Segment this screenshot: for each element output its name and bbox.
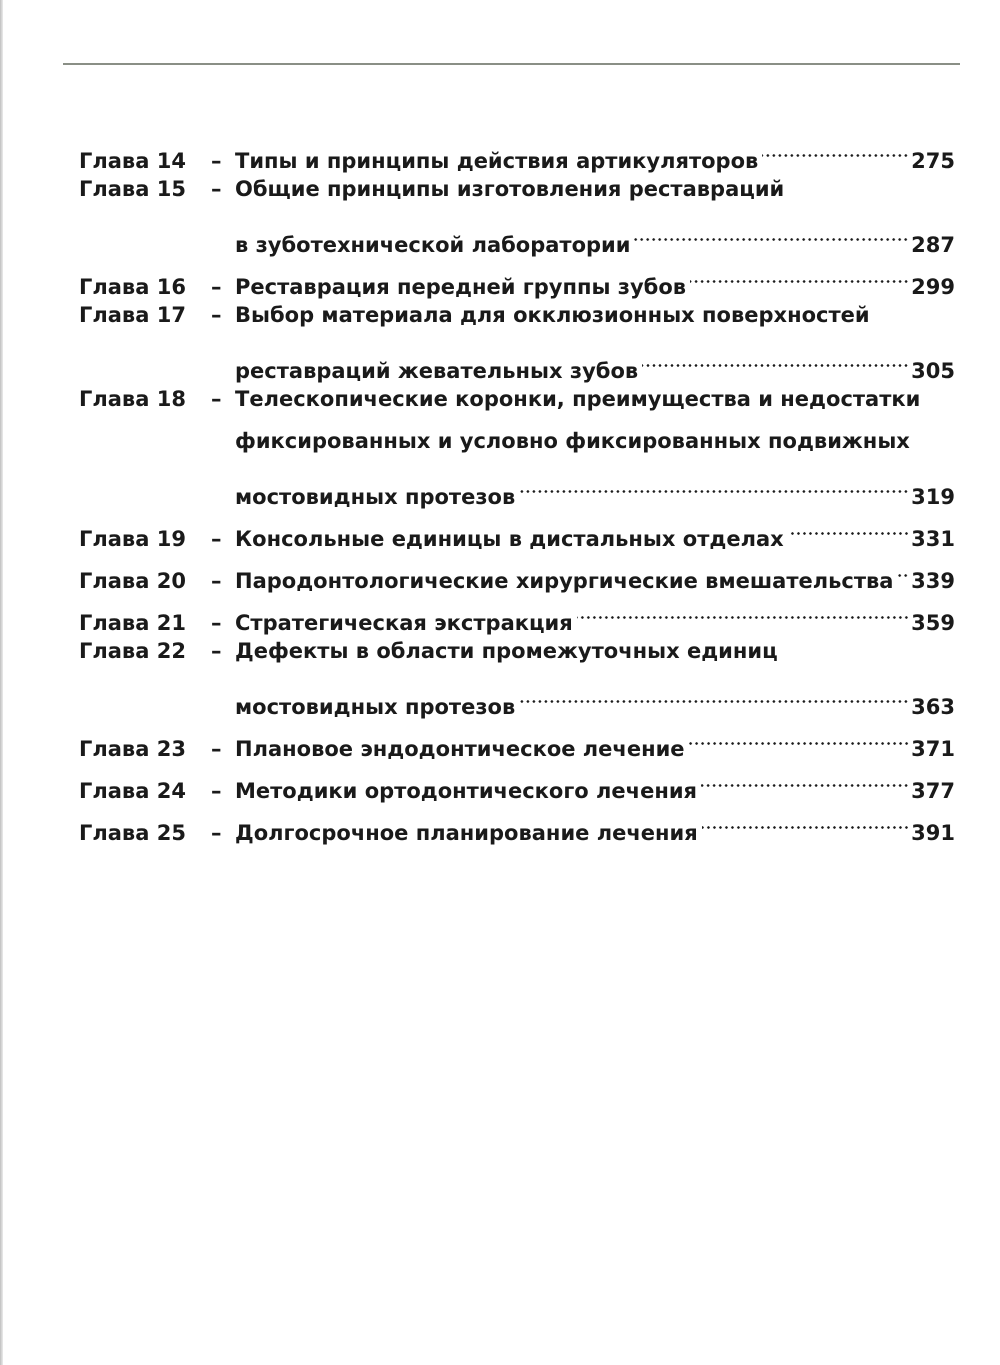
chapter-dash: – xyxy=(211,611,222,635)
toc-entry-line xyxy=(79,630,955,672)
chapter-label: Глава 14 xyxy=(79,149,186,173)
toc-entry-line xyxy=(79,336,955,383)
toc-entry-line xyxy=(79,546,955,593)
chapter-dash: – xyxy=(211,303,222,327)
page-number: 363 xyxy=(911,695,955,719)
toc-entry[interactable] xyxy=(79,546,955,593)
page-number: 339 xyxy=(911,569,955,593)
toc-entry-line xyxy=(79,672,955,719)
chapter-label: Глава 18 xyxy=(79,387,186,411)
dot-leader xyxy=(701,756,909,798)
toc-entry-line xyxy=(79,462,955,509)
toc-entry-line xyxy=(79,798,955,845)
chapter-dash: – xyxy=(211,737,222,761)
chapter-title: Телескопические коронки, преимущества и недостатки xyxy=(235,387,921,411)
page-number: 287 xyxy=(911,233,955,257)
page-number: 331 xyxy=(911,527,955,551)
toc-entry[interactable] xyxy=(79,714,955,761)
toc-entry[interactable] xyxy=(79,168,955,257)
toc-entry[interactable] xyxy=(79,252,955,299)
dot-leader xyxy=(897,546,909,588)
chapter-title: мостовидных протезов xyxy=(235,485,516,509)
table-of-contents xyxy=(79,126,955,845)
toc-entry[interactable] xyxy=(79,378,955,509)
toc-entry-line xyxy=(79,126,955,173)
toc-entry-line xyxy=(79,252,955,299)
page-number: 377 xyxy=(911,779,955,803)
chapter-dash: – xyxy=(211,821,222,845)
toc-entry-line xyxy=(79,588,955,635)
chapter-dash: – xyxy=(211,177,222,201)
chapter-title: Дефекты в области промежуточных единиц xyxy=(235,639,778,663)
dot-leader xyxy=(634,210,909,252)
dot-leader xyxy=(577,588,909,630)
chapter-title: мостовидных протезов xyxy=(235,695,516,719)
page-number: 275 xyxy=(911,149,955,173)
toc-entry-line xyxy=(79,420,955,462)
chapter-label: Глава 24 xyxy=(79,779,186,803)
chapter-label: Глава 15 xyxy=(79,177,186,201)
page-number: 305 xyxy=(911,359,955,383)
dot-leader xyxy=(519,672,909,714)
chapter-dash: – xyxy=(211,275,222,299)
dot-leader xyxy=(762,126,909,168)
chapter-label: Глава 22 xyxy=(79,639,186,663)
chapter-title: реставраций жевательных зубов xyxy=(235,359,639,383)
chapter-dash: – xyxy=(211,639,222,663)
toc-entry[interactable] xyxy=(79,756,955,803)
dot-leader xyxy=(788,504,909,546)
dot-leader xyxy=(519,462,909,504)
dot-leader xyxy=(690,252,909,294)
chapter-label: Глава 23 xyxy=(79,737,186,761)
header-rule xyxy=(63,63,960,65)
chapter-label: Глава 17 xyxy=(79,303,186,327)
chapter-dash: – xyxy=(211,779,222,803)
chapter-title: Консольные единицы в дистальных отделах xyxy=(235,527,784,551)
chapter-title: Стратегическая экстракция xyxy=(235,611,573,635)
chapter-title: Плановое эндодонтическое лечение xyxy=(235,737,685,761)
chapter-label: Глава 21 xyxy=(79,611,186,635)
toc-entry[interactable] xyxy=(79,294,955,383)
chapter-title: фиксированных и условно фиксированных подвижных xyxy=(235,429,910,453)
toc-entry-line xyxy=(79,756,955,803)
toc-entry-line xyxy=(79,378,955,420)
page-edge-shadow xyxy=(0,0,3,1365)
chapter-title: Выбор материала для окклюзионных поверхностей xyxy=(235,303,870,327)
chapter-label: Глава 20 xyxy=(79,569,186,593)
page-number: 391 xyxy=(911,821,955,845)
chapter-title: Методики ортодонтического лечения xyxy=(235,779,698,803)
chapter-label: Глава 25 xyxy=(79,821,186,845)
chapter-dash: – xyxy=(211,569,222,593)
page-number: 299 xyxy=(911,275,955,299)
chapter-title: Пародонтологические хирургические вмешательства xyxy=(235,569,894,593)
toc-entry-line xyxy=(79,210,955,257)
toc-entry[interactable] xyxy=(79,798,955,845)
dot-leader xyxy=(702,798,909,840)
dot-leader xyxy=(642,336,909,378)
chapter-title: Долгосрочное планирование лечения xyxy=(235,821,698,845)
chapter-title: в зуботехнической лаборатории xyxy=(235,233,631,257)
chapter-label: Глава 19 xyxy=(79,527,186,551)
page-number: 371 xyxy=(911,737,955,761)
toc-entry[interactable] xyxy=(79,588,955,635)
chapter-dash: – xyxy=(211,149,222,173)
toc-entry-line xyxy=(79,504,955,551)
dot-leader xyxy=(689,714,910,756)
toc-entry[interactable] xyxy=(79,630,955,719)
chapter-title: Типы и принципы действия артикуляторов xyxy=(235,149,759,173)
chapter-dash: – xyxy=(211,527,222,551)
page-number: 319 xyxy=(911,485,955,509)
page-number: 359 xyxy=(911,611,955,635)
toc-entry-line xyxy=(79,294,955,336)
toc-entry-line xyxy=(79,714,955,761)
chapter-label: Глава 16 xyxy=(79,275,186,299)
toc-entry[interactable] xyxy=(79,504,955,551)
chapter-title: Реставрация передней группы зубов xyxy=(235,275,687,299)
toc-entry[interactable] xyxy=(79,126,955,173)
chapter-title: Общие принципы изготовления реставраций xyxy=(235,177,785,201)
chapter-dash: – xyxy=(211,387,222,411)
toc-entry-line xyxy=(79,168,955,210)
